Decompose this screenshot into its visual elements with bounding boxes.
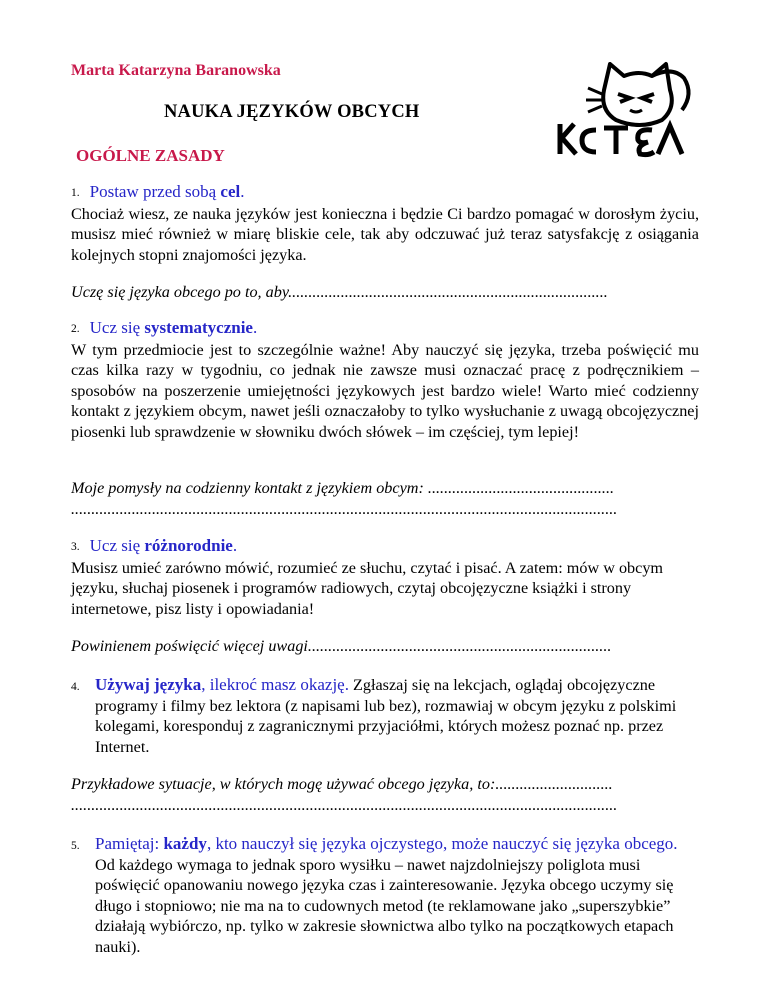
section-heading: OGÓLNE ZASADY [76,146,225,165]
fill-in-prompt-1: Uczę się języka obcego po to, aby............................................................................... [71,283,608,301]
item-body: Chociaż wiesz, ze nauka języków jest konieczna i będzie Ci bardzo pomagać w dorosłym życiu, musisz mieć również w miarę bliskie cele, tak aby odczuwać już teraz satysfakcję z osiągania kolejnych stopni znajomości języka. [71,204,699,264]
item-lead: Używaj języka, ilekroć masz okazję. [95,675,349,694]
rule-item-5 [71,834,699,958]
item-number: 2. [71,323,80,335]
fill-in-prompt-4-line2: ....................................................................................................................................... [71,796,618,814]
item-lead: Postaw przed sobą cel. [89,182,245,201]
fill-in-prompt-4: Przykładowe sytuacje, w których mogę używać obcego języka, to:............................. [71,775,613,793]
item-number: 4. [71,681,80,693]
rule-item-1 [71,182,699,265]
fill-in-prompt-2-line2: ....................................................................................................................................... [71,500,618,518]
item-lead: Pamiętaj: każdy, kto nauczył się języka ojczystego, może nauczyć się języka obcego. [95,834,678,853]
rule-item-4 [71,675,699,757]
item-number: 5. [71,840,80,852]
item-number: 3. [71,541,80,553]
fill-in-prompt-2: Moje pomysły na codzienny kontakt z językiem obcym: .............................................. [71,479,615,497]
item-lead: Ucz się systematycznie. [89,318,258,337]
item-body: Od każdego wymaga to jednak sporo wysiłku – nawet najzdolniejszy poliglota musi poświęcić opanowaniu nowego języka czas i zainteresowanie. Języka obcego uczymy się długo i stopniowo; nie ma na to cudownych metod (te reklamowane jako „superszybkie” działają wybiórczo, np. tylko w zakresie słownictwa albo tylko na początkowych etapach nauki). [95,855,674,956]
document-title: NAUKA JĘZYKÓW OBCYCH [164,102,420,122]
fill-in-prompt-3: Powinienem poświęcić więcej uwagi........................................................................... [71,637,612,655]
item-body: W tym przedmiocie jest to szczególnie ważne! Aby nauczyć się języka, trzeba poświęcić mu czas kilka razy w tygodniu, co jednak nie zawsze musi oznaczać pracę z podręcznikiem – sposobów na poszerzenie umiejętności językowych jest bardzo wiele! Warto mieć codzienny kontakt z językiem obcym, nawet jeśli oznaczałoby to tylko wysłuchanie z uwagą obcojęzycznej piosenki lub sprawdzenie w słowniku dwóch słówek – im częściej, tym lepiej! [71,340,699,441]
author-name: Marta Katarzyna Baranowska [71,62,281,79]
item-body: Musisz umieć zarówno mówić, rozumieć ze słuchu, czytać i pisać. A zatem: mów w obcym języku, słuchaj piosenek i programów radiowych, czytaj obcojęzyczne książki i strony internetowe, pisz listy i opowiadania! [71,558,664,618]
item-body: Zgłaszaj się na lekcjach, oglądaj obcojęzyczne programy i filmy bez lektora (z napisami lub bez), rozmawiaj w obcym języku z polskimi kolegami, koresponduj z zagranicznymi przyjaciółmi, których możesz poznać np. przez Internet. [95,676,677,756]
rule-item-2 [71,318,699,443]
kotel-logo [544,50,698,162]
item-number: 1. [71,187,80,199]
rule-item-3 [71,536,699,619]
item-lead: Ucz się różnorodnie. [89,536,238,555]
